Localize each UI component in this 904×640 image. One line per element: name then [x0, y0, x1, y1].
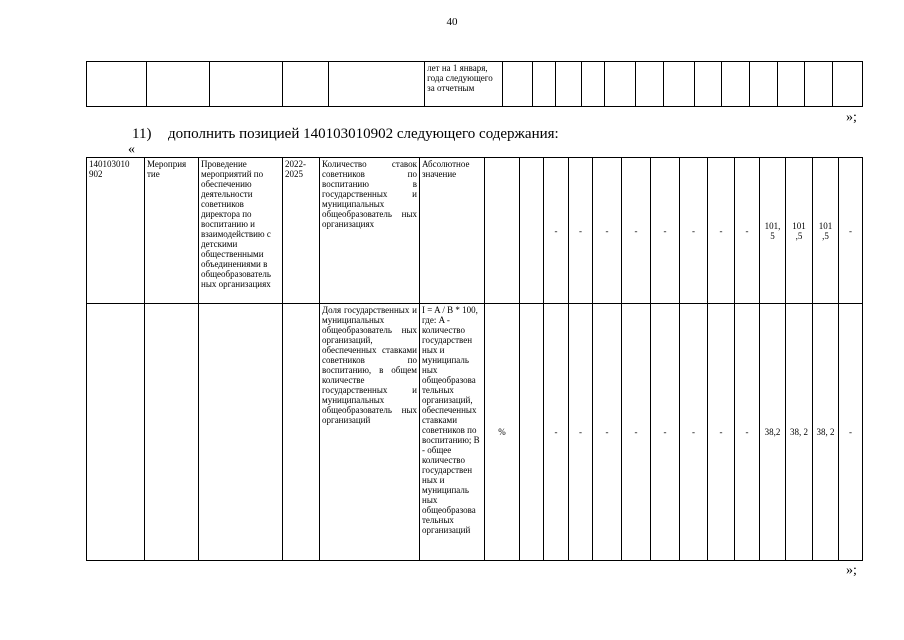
- method-cell: I = A / B * 100, где: A - количество государствен ных и муниципаль ных общеобразова тельных организаций, обеспеченных ставками советников по воспитанию; B - общее количество государствен ных и муниципаль ных общеобразова тельных организаций: [420, 304, 485, 561]
- table-cell: [777, 62, 804, 107]
- indicator-cell: Количество ставок советников по воспитанию в государственных и муниципальных общеобразователь ных организациях: [320, 158, 420, 304]
- table-cell: [635, 62, 663, 107]
- main-table: [86, 157, 863, 561]
- table-cell: [147, 62, 210, 107]
- unit-cell: %: [485, 304, 520, 561]
- value-cell: -: [680, 158, 708, 304]
- value-cell: 38, 2: [786, 304, 813, 561]
- value-cell: -: [708, 158, 735, 304]
- instruction-number: 11): [132, 126, 152, 142]
- value-cell: -: [544, 304, 569, 561]
- table-cell: [210, 62, 283, 107]
- table-cell: [694, 62, 721, 107]
- value-cell: 101, 5: [760, 158, 786, 304]
- table-cell: [328, 62, 424, 107]
- table-cell: [283, 304, 320, 561]
- position-code-cell: 140103010 902: [87, 158, 145, 304]
- table-cell: [87, 304, 145, 561]
- value-cell: -: [708, 304, 735, 561]
- table-cell: [87, 62, 147, 107]
- table-cell: [604, 62, 635, 107]
- value-cell: -: [735, 158, 760, 304]
- table-row: [87, 158, 863, 304]
- value-cell: -: [593, 304, 622, 561]
- table-cell: [749, 62, 777, 107]
- value-cell: 101 ,5: [786, 158, 813, 304]
- table-cell: [663, 62, 694, 107]
- closing-quote-2: »;: [846, 563, 857, 578]
- value-cell: -: [593, 158, 622, 304]
- table-cell: [533, 62, 556, 107]
- value-cell: 38, 2: [813, 304, 839, 561]
- page-number: 40: [446, 16, 458, 28]
- period-cell: 2022-2025: [283, 158, 320, 304]
- position-type-cell: Мероприя тие: [145, 158, 199, 304]
- value-cell: -: [569, 158, 593, 304]
- value-cell: -: [622, 304, 651, 561]
- value-cell: -: [680, 304, 708, 561]
- value-cell: 38,2: [760, 304, 786, 561]
- opening-quote: «: [128, 142, 135, 157]
- top-table-fragment: [86, 61, 863, 107]
- instruction-line: [132, 126, 559, 143]
- value-cell: 101 ,5: [813, 158, 839, 304]
- value-cell: -: [651, 158, 680, 304]
- unit-cell: [485, 158, 520, 304]
- value-cell: -: [839, 158, 863, 304]
- position-name-cell: Проведение мероприятий по обеспечению деятельности советников директора по воспитанию и взаимодействию с детскими общественными объединениями в общеобразователь ных организациях: [199, 158, 283, 304]
- table-cell: [721, 62, 749, 107]
- table-cell: [283, 62, 329, 107]
- table-cell: [804, 62, 832, 107]
- value-cell: -: [622, 158, 651, 304]
- top-table-text-cell: лет на 1 января, года следующего за отчетным: [425, 62, 503, 107]
- table-cell: [502, 62, 532, 107]
- value-cell: -: [544, 158, 569, 304]
- value-cell: [520, 304, 544, 561]
- table-cell: [199, 304, 283, 561]
- instruction-text: дополнить позицией 140103010902 следующего содержания:: [168, 126, 559, 142]
- value-cell: [520, 158, 544, 304]
- table-row: [87, 304, 863, 561]
- table-cell: [145, 304, 199, 561]
- table-cell: [581, 62, 604, 107]
- value-cell: -: [651, 304, 680, 561]
- value-cell: -: [569, 304, 593, 561]
- value-cell: -: [735, 304, 760, 561]
- table-cell: [832, 62, 862, 107]
- indicator-cell: Доля государственных и муниципальных общеобразователь ных организаций, обеспеченных ставками советников по воспитанию, в общем количестве государственных и муниципальных общеобразователь ных организаций: [320, 304, 420, 561]
- table-cell: [555, 62, 581, 107]
- method-cell: Абсолютное значение: [420, 158, 485, 304]
- value-cell: -: [839, 304, 863, 561]
- closing-quote-1: »;: [846, 110, 857, 125]
